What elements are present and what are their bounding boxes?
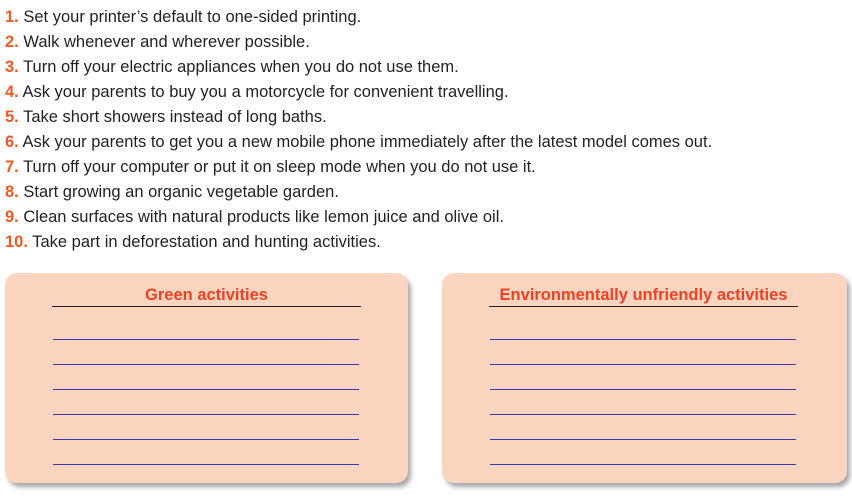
item-text: Take short showers instead of long baths. [23, 108, 327, 126]
green-activities-box [5, 273, 408, 483]
item-text: Clean surfaces with natural products like lemon juice and olive oil. [23, 208, 504, 226]
list-item [5, 230, 712, 255]
answer-line[interactable] [53, 389, 359, 390]
item-number: 3. [5, 58, 19, 76]
item-text: Turn off your computer or put it on sleep mode when you do not use it. [23, 158, 536, 176]
item-text: Ask your parents to buy you a motorcycle for convenient travelling. [22, 83, 509, 101]
answer-line[interactable] [490, 339, 796, 340]
answer-line[interactable] [490, 389, 796, 390]
unfriendly-activities-title: Environmentally unfriendly activities [489, 284, 798, 307]
list-item [5, 180, 712, 205]
answer-line[interactable] [53, 339, 359, 340]
item-number: 5. [5, 108, 19, 126]
item-number: 7. [5, 158, 19, 176]
list-item [5, 80, 712, 105]
item-text: Turn off your electric appliances when you do not use them. [23, 58, 459, 76]
answer-line[interactable] [490, 364, 796, 365]
answer-line[interactable] [490, 414, 796, 415]
item-number: 8. [5, 183, 19, 201]
item-number: 1. [5, 8, 19, 26]
item-text: Walk whenever and wherever possible. [23, 33, 310, 51]
item-number: 6. [5, 133, 19, 151]
answer-line[interactable] [53, 464, 359, 465]
list-item [5, 30, 712, 55]
list-item [5, 5, 712, 30]
item-text: Set your printer’s default to one-sided printing. [23, 8, 362, 26]
item-number: 9. [5, 208, 19, 226]
answer-line[interactable] [490, 464, 796, 465]
answer-line[interactable] [53, 364, 359, 365]
green-activities-title: Green activities [52, 284, 361, 307]
list-item [5, 130, 712, 155]
unfriendly-activities-box [442, 273, 847, 483]
item-number: 4. [5, 83, 19, 101]
item-text: Ask your parents to get you a new mobile phone immediately after the latest model comes out. [22, 133, 713, 151]
item-text: Take part in deforestation and hunting activities. [32, 233, 381, 251]
list-item [5, 105, 712, 130]
list-item [5, 155, 712, 180]
answer-line[interactable] [53, 439, 359, 440]
answer-line[interactable] [490, 439, 796, 440]
item-number: 10. [5, 233, 28, 251]
item-text: Start growing an organic vegetable garden. [23, 183, 339, 201]
list-item [5, 205, 712, 230]
activity-list [5, 5, 712, 255]
list-item [5, 55, 712, 80]
item-number: 2. [5, 33, 19, 51]
answer-line[interactable] [53, 414, 359, 415]
